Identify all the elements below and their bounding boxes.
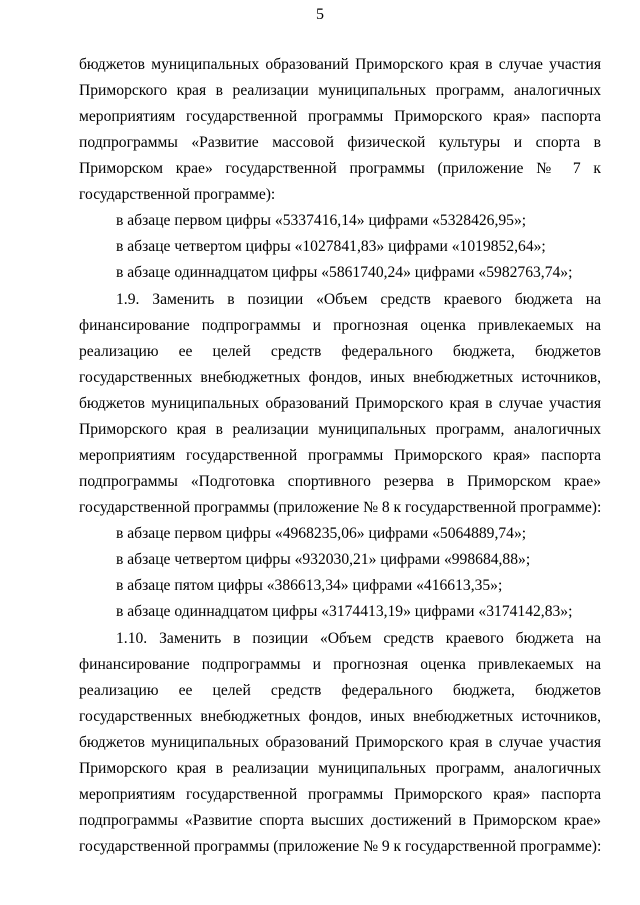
text-line: финансирование подпрограммы и прогнозная оценка привлекаемых на	[79, 317, 601, 334]
text-line: в абзаце одиннадцатом цифры «5861740,24» цифрами «5982763,74»;	[116, 264, 573, 281]
text-line: в абзаце первом цифры «5337416,14» цифрами «5328426,95»;	[116, 212, 527, 229]
text-line: подпрограммы «Развитие спорта высших достижений в Приморском крае»	[79, 812, 601, 829]
text-line: бюджетов муниципальных образований Приморского края в случае участия	[79, 734, 601, 751]
text-line: государственной программы (приложение № 8 к государственной программе):	[79, 499, 602, 516]
text-line: реализацию ее целей средств федерального бюджета, бюджетов	[79, 682, 601, 699]
section-heading-1-10: 1.10. Заменить в позиции «Объем средств краевого бюджета на	[116, 630, 601, 647]
text-line: в абзаце пятом цифры «386613,34» цифрами «416613,35»;	[116, 577, 503, 594]
text-line: реализацию ее целей средств федерального бюджета, бюджетов	[79, 343, 601, 360]
text-line: государственной программе):	[79, 186, 276, 203]
text-line: бюджетов муниципальных образований Приморского края в случае участия	[79, 395, 601, 412]
text-line: мероприятиям государственной программы Приморского края» паспорта	[79, 108, 601, 125]
text-line: в абзаце четвертом цифры «1027841,83» цифрами «1019852,64»;	[116, 238, 546, 255]
text-line: бюджетов муниципальных образований Приморского края в случае участия	[79, 56, 601, 73]
text-line: в абзаце четвертом цифры «932030,21» цифрами «998684,88»;	[116, 551, 531, 568]
section-heading-1-9: 1.9. Заменить в позиции «Объем средств краевого бюджета на	[116, 291, 601, 308]
text-line: финансирование подпрограммы и прогнозная оценка привлекаемых на	[79, 656, 601, 673]
text-line: мероприятиям государственной программы Приморского края» паспорта	[79, 447, 601, 464]
page-number: 5	[316, 6, 324, 23]
text-line: мероприятиям государственной программы Приморского края» паспорта	[79, 786, 601, 803]
text-line: в абзаце первом цифры «4968235,06» цифрами «5064889,74»;	[116, 525, 527, 542]
text-line: Приморского края в реализации муниципальных программ, аналогичных	[79, 82, 601, 99]
text-line: подпрограммы «Подготовка спортивного резерва в Приморском крае»	[79, 473, 601, 490]
text-line: государственных внебюджетных фондов, иных внебюджетных источников,	[79, 369, 601, 386]
text-line: государственных внебюджетных фондов, иных внебюджетных источников,	[79, 708, 601, 725]
text-line: Приморского края в реализации муниципальных программ, аналогичных	[79, 421, 601, 438]
text-line: в абзаце одиннадцатом цифры «3174413,19» цифрами «3174142,83»;	[116, 603, 573, 620]
text-line: Приморского края в реализации муниципальных программ, аналогичных	[79, 760, 601, 777]
text-line: государственной программы (приложение № 9 к государственной программе):	[79, 838, 602, 855]
text-line: подпрограммы «Развитие массовой физической культуры и спорта в	[79, 134, 601, 151]
text-line: Приморском крае» государственной программы (приложение № 7 к	[79, 160, 601, 177]
